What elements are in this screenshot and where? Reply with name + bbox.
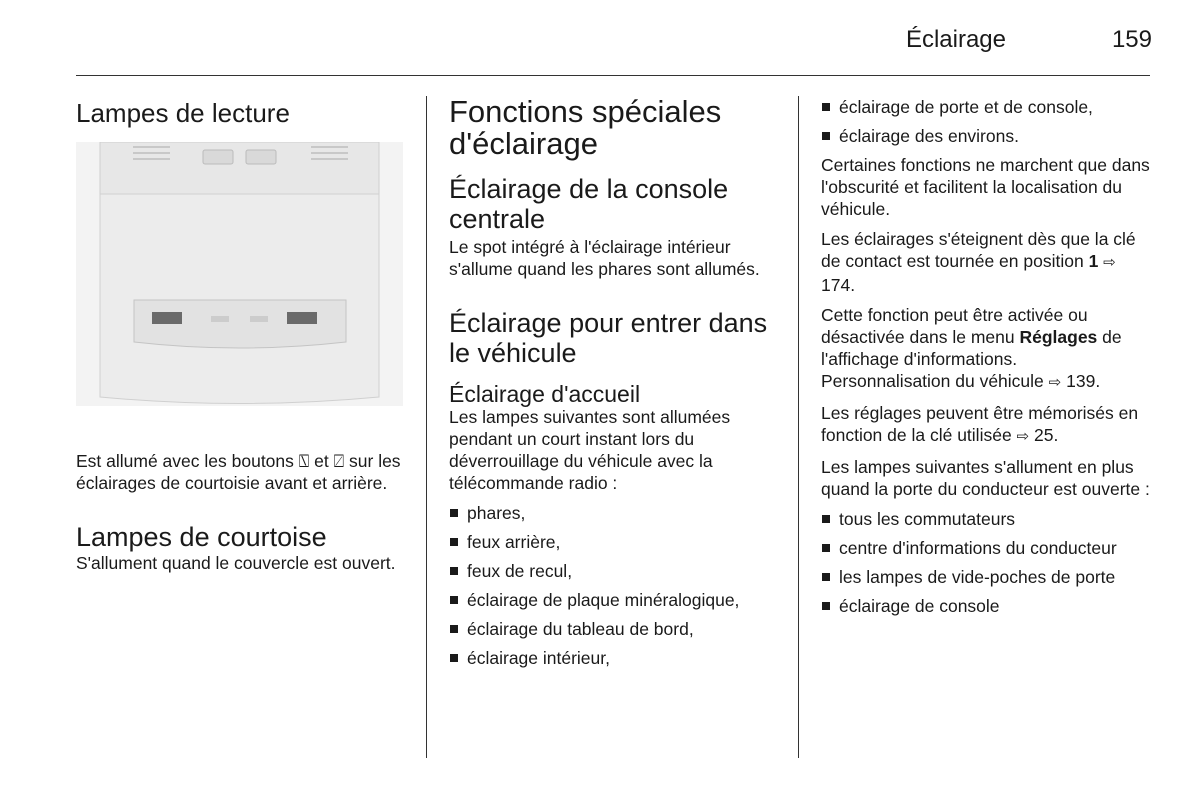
welcome-lamp-list: [449, 502, 779, 669]
list-item: feux arrière,: [449, 531, 779, 553]
column-divider-2: [798, 96, 799, 758]
section-title: Éclairage: [905, 26, 1006, 53]
list-item: les lampes de vide-poches de porte: [821, 566, 1151, 588]
text-buttons-post: sur les éclairages de courtoisie avant et arrière.: [76, 451, 401, 493]
heading-entry-lighting: Éclairage pour entrer dans le véhicule: [449, 308, 768, 368]
driver-door-lamp-list: [821, 508, 1151, 617]
text-buttons-pre: Est allumé avec les boutons: [76, 451, 294, 471]
settings-menu-name: Réglages: [1019, 327, 1098, 347]
list-item: éclairage de console: [821, 595, 1151, 617]
ignition-position: 1: [1088, 251, 1099, 271]
paragraph-console: Le spot intégré à l'éclairage intérieur s'allume quand les phares sont allumés.: [449, 237, 760, 279]
heading-courtesy-lamps: Lampes de courtoise: [76, 522, 327, 552]
paragraph-darkness: Certaines fonctions ne marchent que dans l'obscurité et facilitent la localisation du véhicule.: [821, 155, 1150, 219]
list-item: éclairage du tableau de bord,: [449, 618, 779, 640]
paragraph-buttons: [76, 450, 406, 494]
heading-welcome-lighting: Éclairage d'accueil: [449, 381, 641, 407]
overhead-console-illustration: [76, 142, 403, 406]
paragraph-ignition: [821, 228, 1151, 296]
list-item: éclairage de plaque minéralogique,: [449, 589, 779, 611]
column-2: [449, 96, 779, 676]
page-reference[interactable]: 25.: [1034, 425, 1059, 445]
reading-lamp-icon: ⍁: [333, 451, 345, 471]
paragraph-memorized: [821, 402, 1151, 448]
overhead-console-image: [76, 142, 403, 406]
paragraph-welcome: Les lampes suivantes sont allumées pendant un court instant lors du déverrouillage du véhicule avec la télécommande radio :: [449, 407, 731, 493]
list-item: éclairage de porte et de console,: [821, 96, 1151, 118]
heading-reading-lamps: Lampes de lecture: [76, 98, 290, 128]
text-ignition: Les éclairages s'éteignent dès que la clé de contact est tournée en position: [821, 229, 1136, 271]
list-item: centre d'informations du conducteur: [821, 537, 1151, 559]
page-number: 159: [1111, 26, 1152, 53]
welcome-lamp-list-continued: [821, 96, 1151, 147]
ref-arrow-icon: ⇨: [1103, 254, 1116, 271]
column-1: [76, 96, 406, 574]
column-divider-1: [426, 96, 427, 758]
heading-center-console: Éclairage de la console centrale: [449, 174, 729, 234]
text-settings-pre: Cette fonction peut être activée ou désactivée dans le menu: [821, 305, 1088, 347]
list-item: tous les commutateurs: [821, 508, 1151, 530]
page-reference[interactable]: 174.: [821, 275, 856, 295]
list-item: éclairage des environs.: [821, 125, 1151, 147]
ref-arrow-icon: ⇨: [1016, 428, 1030, 445]
paragraph-driver-door: Les lampes suivantes s'allument en plus quand la porte du conducteur est ouverte :: [821, 457, 1150, 499]
list-item: phares,: [449, 502, 779, 524]
page-header: [0, 24, 1152, 60]
list-item: feux de recul,: [449, 560, 779, 582]
ref-arrow-icon: ⇨: [1048, 374, 1062, 391]
column-3: [821, 96, 1151, 624]
paragraph-settings: [821, 304, 1151, 394]
list-item: éclairage intérieur,: [449, 647, 779, 669]
text-settings-mid: de l'affichage d'informations. Personnalisation du véhicule: [821, 327, 1122, 391]
header-rule: [76, 75, 1150, 76]
text-buttons-mid: et: [314, 451, 329, 471]
reading-lamp-icon: ⍂: [298, 451, 310, 471]
page-reference[interactable]: 139.: [1066, 371, 1101, 391]
text-memorized: Les réglages peuvent être mémorisés en fonction de la clé utilisée: [821, 403, 1139, 445]
paragraph-courtesy: S'allument quand le couvercle est ouvert.: [76, 553, 396, 573]
heading-special-functions: Fonctions spéciales d'éclairage: [449, 94, 722, 161]
